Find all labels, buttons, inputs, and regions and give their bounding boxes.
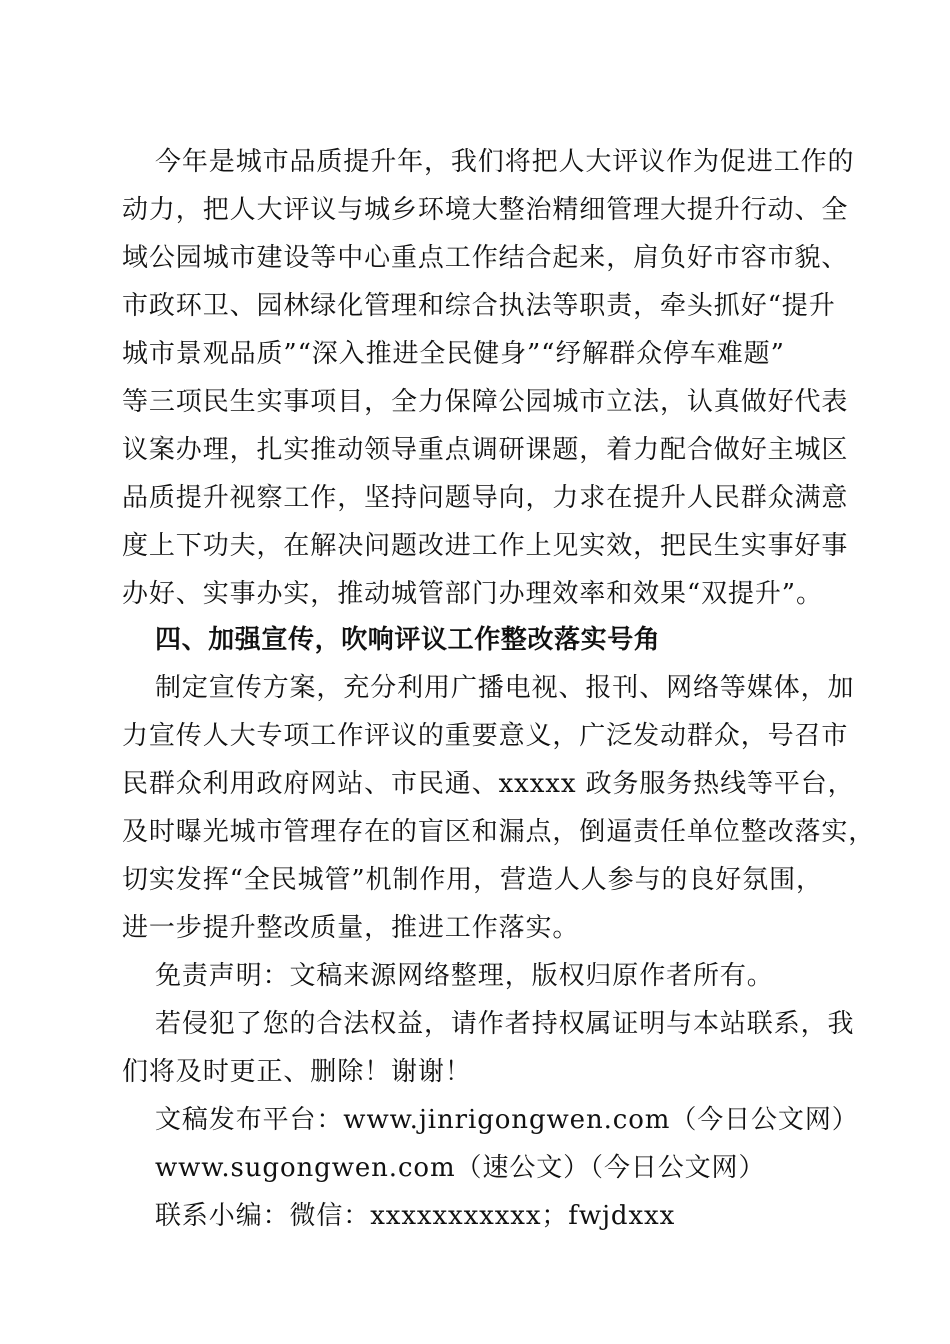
body-text-line: 民群众利用政府网站、市民通、xxxxx 政务服务热线等平台， bbox=[122, 769, 855, 799]
body-text-line: 及时曝光城市管理存在的盲区和漏点，倒逼责任单位整改落实， bbox=[122, 817, 876, 847]
body-text-line: 品质提升视察工作，坚持问题导向，力求在提升人民群众满意 bbox=[122, 483, 849, 513]
contact-line: 联系小编：微信：xxxxxxxxxxx；fwjdxxx bbox=[155, 1201, 676, 1231]
body-text-line: 力宣传人大专项工作评议的重要意义，广泛发动群众，号召市 bbox=[122, 721, 849, 751]
disclaimer-line: 若侵犯了您的合法权益，请作者持权属证明与本站联系，我 bbox=[155, 1009, 855, 1039]
body-text-line: 域公园城市建设等中心重点工作结合起来，肩负好市容市貌、 bbox=[122, 243, 849, 273]
platform-line: 文稿发布平台：www.jinrigongwen.com（今日公文网） bbox=[155, 1105, 859, 1135]
body-text-line: 制定宣传方案，充分利用广播电视、报刊、网络等媒体，加 bbox=[155, 673, 855, 703]
body-text-line: 等三项民生实事项目，全力保障公园城市立法，认真做好代表 bbox=[122, 387, 849, 417]
body-text-line: 切实发挥“全民城管”机制作用，营造人人参与的良好氛围， bbox=[122, 865, 823, 895]
body-text-line: 议案办理，扎实推动领导重点调研课题，着力配合做好主城区 bbox=[122, 435, 849, 465]
disclaimer-line: 们将及时更正、删除！谢谢！ bbox=[122, 1057, 472, 1087]
body-text-line: 度上下功夫，在解决问题改进工作上见实效，把民生实事好事 bbox=[122, 531, 849, 561]
website-line: www.sugongwen.com（速公文）（今日公文网） bbox=[155, 1153, 766, 1183]
body-text-line: 城市景观品质”“深入推进全民健身”“纾解群众停车难题” bbox=[122, 339, 785, 369]
body-text-line: 市政环卫、园林绿化管理和综合执法等职责，牵头抓好“提升 bbox=[122, 291, 836, 321]
disclaimer-line: 免责声明：文稿来源网络整理，版权归原作者所有。 bbox=[155, 961, 774, 991]
section-heading: 四、加强宣传，吹响评议工作整改落实号角 bbox=[155, 625, 661, 655]
body-text-line: 今年是城市品质提升年，我们将把人大评议作为促进工作的 bbox=[155, 147, 855, 177]
body-text-line: 进一步提升整改质量，推进工作落实。 bbox=[122, 913, 580, 943]
body-text-line: 动力，把人大评议与城乡环境大整治精细管理大提升行动、全 bbox=[122, 195, 849, 225]
body-text-line: 办好、实事办实，推动城管部门办理效率和效果“双提升”。 bbox=[122, 579, 823, 609]
